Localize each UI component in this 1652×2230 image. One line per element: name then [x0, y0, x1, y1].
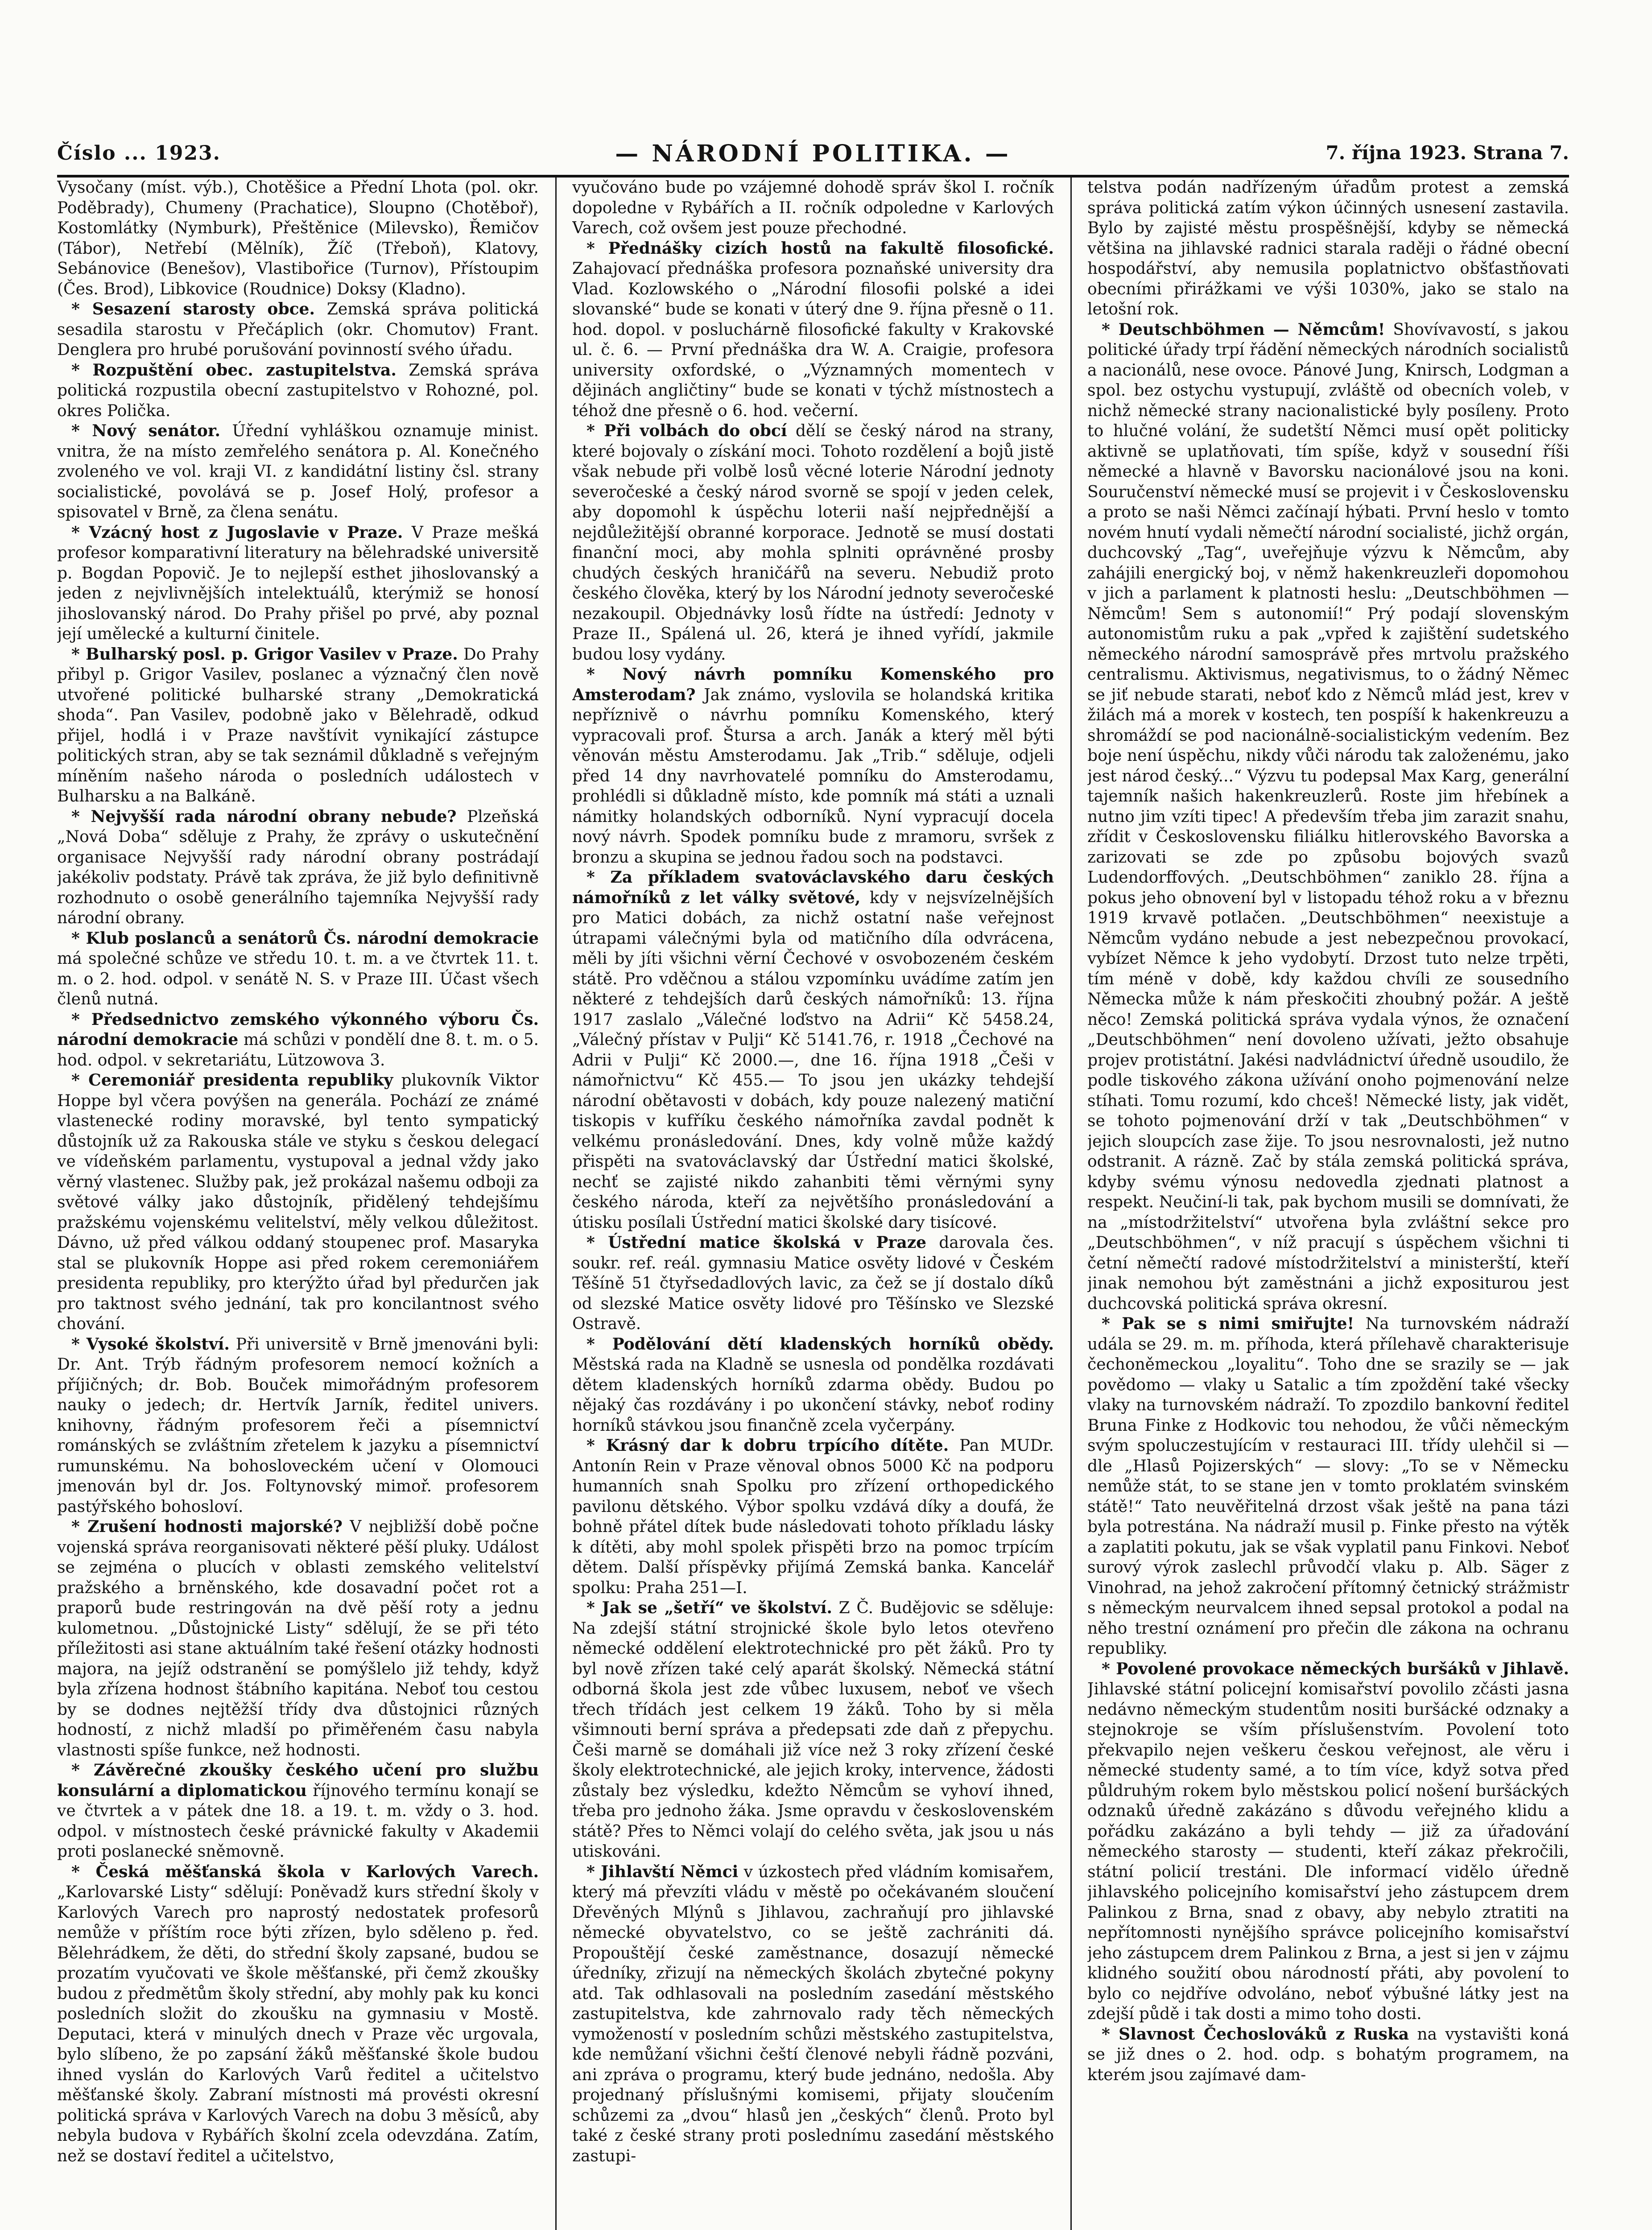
article-headline: * Zrušení hodnosti majorské? — [71, 1517, 343, 1536]
article — [1087, 1659, 1569, 2024]
article-headline: * Nový senátor. — [71, 421, 221, 440]
article-headline: * Deutschböhmen — Němcům! — [1102, 320, 1385, 339]
article-body: Při universitě v Brně jmenováni byli: Dr. Ant. Trýb řádným profesorem nemocí kožních a příjičných; dr. Bob. Bouček mimořádným profesorem nauky o jedech; dr. Hertvík Jarník, ředitel univers. knihovny, řádným profesorem řeči a písemnictví románských se zvláštním zřetelem k jazyku a písemnictví rumunskému. Na bohosloveckém učení v Olomouci jmenován byl dr. Jos. Foltynovský mimoř. profesorem pastýřského bohosloví. — [57, 1335, 539, 1516]
column-rule — [555, 178, 557, 2230]
date-and-page: 7. října 1923. Strana 7. — [1326, 142, 1569, 164]
article — [1087, 178, 1569, 320]
column-rule — [1070, 178, 1072, 2230]
columns-area — [57, 178, 1569, 2230]
article — [57, 644, 539, 807]
article — [57, 807, 539, 929]
article — [572, 1334, 1054, 1436]
article-body: V Praze mešká profesor komparativní literatury na bělehradské universitě p. Bogdan Popovič. Je to nejlepší esthet jihoslovanský a jeden z nejvlivnějších intelektuálů, kterýmiž se honosí jihoslovanský národ. Do Prahy přišel po prvé, aby poznal její umělecké a kulturní činitele. — [57, 523, 539, 643]
page-header — [57, 134, 1569, 178]
article-body: Vysočany (míst. výb.), Chotěšice a Přední Lhota (pol. okr. Poděbrady), Chumeny (Prachatice), Sloupno (Chotěboř), Kostomlátky (Nymburk), Přeštěnice (Milevsko), Řemičov (Tábor), Netřebí (Mělník), Žíč (Třeboň), Klatovy, Sebánovice (Benešov), Vlastibořice (Turnov), Přístoupim (Čes. Brod), Libkovice (Roudnice) Doksy (Kladno). — [57, 178, 539, 298]
article-headline: * Pak se s nimi smiřujte! — [1102, 1314, 1355, 1333]
article — [57, 523, 539, 644]
article — [572, 178, 1054, 239]
article-body: Jak známo, vyslovila se holandská kritika nepříznivě o návrhu pomníku Komenského, který vypracovali prof. Štursa a arch. Janák a který měl býti věnován městu Amsterodamu. Jak „Trib.“ sděluje, odjeli před 14 dny navrhovatelé pomníku do Amsterodamu, prohlédli si důkladně místo, kde pomník má státi a uznali námitky holandských odborníků. Nyní vypracují docela nový návrh. Spodek pomníku bude z mramoru, svršek z bronzu a skupina se jednou řadou soch na podstavci. — [572, 686, 1054, 867]
article-headline: * Ústřední matice školská v Praze — [586, 1233, 927, 1252]
article-headline: * Klub poslanců a senátorů Čs. národní demokracie — [71, 929, 539, 948]
article-body: telstva podán nadřízeným úřadům protest a zemská správa politická zatím výkon účinných usnesení zastavila. Bylo by zajisté městu prospěšnější, kdyby se německá většina na jihlavské radnici starala raději o řádné obecní hospodářství, aby nemusila poplatnictvo obšťastňovati obecními přirážkami ve výši 1030%, jako se stalo na letošní rok. — [1087, 178, 1569, 318]
masthead-title: — NÁRODNÍ POLITIKA. — — [615, 140, 1011, 167]
article-headline: * Vysoké školství. — [71, 1334, 230, 1354]
article-body: Z Č. Budějovic se sděluje: Na zdejší státní strojnické škole bylo letos otevřeno německé oddělení elektrotechnické pro pět žáků. Pro ty byl nově zřízen také celý aparát školský. Německá státní odborná škola jest zde vůbec luxusem, neboť ve všech třech třídách jest celkem 19 žáků. Toho by si měla všimnouti berní správa a předepsati zde daň z přepychu. Češi marně se domáhali již více než 3 roky zřízení české školy elektrotechnické, ale jejich kroky, intervence, žádosti zůstaly bez výsledku, kdežto Němcům se vyhoví ihned, třeba pro jednoho žáka. Jsme opravdu v československém státě? Přes to Němci volají do celého světa, jak jsou u nás utiskováni. — [572, 1599, 1054, 1861]
text-column-3 — [1087, 178, 1569, 2230]
text-column-1 — [57, 178, 539, 2230]
article-body: má společné schůze ve středu 10. t. m. a ve čtvrtek 11. t. m. o 2. hod. odpol. v senátě N. S. v Praze III. Účast všech členů nutná. — [57, 950, 539, 1008]
article-body: kdy v nejsvízelnějších pro Matici dobách, za nichž ostatní naše veřejnost útrapami válečnými byla od matičního díla odvrácena, měli by jíti všichni věrní Čechové v osvobozeném českém státě. Pro vděčnou a stálou vzpomínku uvádíme zatím jen některé z tehdejších darů českých námořníků: 13. října 1917 zaslalo „Válečné loďstvo na Adrii“ Kč 5458.24, „Válečný přístav v Pulji“ Kč 5141.76, r. 1918 „Čechové na Adrii v Pulji“ Kč 2000.—, dne 16. října 1918 „Češi v námořnictvu“ Kč 455.— To jsou jen ukázky tehdejší národní obětavosti v dobách, kdy pouze nalezený matiční tiskopis v kufříku českého námořníka zavdal podnět k velkému pronásledování. Dnes, kdy volně může každý přispěti na svatováclavský dar Ústřední matici školské, nechť se zajisté nikdo zahanbiti těmi věrnými syny českého národa, kteří za největšího pronásledování a útisku posílali Ústřední matici školské dary tisícové. — [572, 888, 1054, 1232]
article-headline: * Sesazení starosty obce. — [71, 300, 315, 318]
article-headline: * Předsednictvo zemského výkonného výboru Čs. národní demokracie — [57, 1010, 539, 1049]
article — [57, 1517, 539, 1760]
article — [57, 1862, 539, 2167]
article — [572, 421, 1054, 665]
article-headline: * Vzácný host z Jugoslavie v Praze. — [71, 523, 403, 542]
article — [572, 1862, 1054, 2167]
article-headline: * Jihlavští Němci — [586, 1862, 739, 1881]
article-body: Shovívavostí, s jakou politické úřady trpí řádění německých národních socialistů a nacionálů, nese ovoce. Pánové Jung, Knirsch, Lodgman a spol. bez ostychu vystupují, zvláště od obecních voleb, v nichž německé strany nacionalistické byly posíleny. Proto to hlučné volání, že sudetští Němci musí opět politicky aktivně se uplatňovati, tím spíše, když v sousední říši německé a hlavně v Bavorsku nacionálové jsou na koni. Souručenství německé musí se projevit i v Československu a proto se naši Němci začínají hýbati. První heslo v tomto novém hnutí vydali němečtí národní socialisté, jichž orgán, duchcovský „Tag“, uveřejňuje výzvu k Němcům, aby zahájili energický boj, v němž hakenkreuzleři dopomohou v jich a parlament k platnosti heslu: „Deutschböhmen — Němcům! Sem s autonomií!“ Prý podají slovenským autonomistům ruku a pak „vpřed k zajištění sudetského německého národní samosprávě přes mrtvolu pražského centralismu. Aktivismus, negativismus, to o žádný Němec se jiť nebude starati, neboť kdo z Němců mlád jest, krev v žilách má a morek v kostech, ten pospíší k hakenkreuzu a shromáždí se pod nacionálně-socialistickým vedením. Bez boje není úspěchu, nikdy vůči národu tak založenému, jako jest národ český...“ Výzvu tu podepsal Max Karg, generální tajemník našich hakenkreuzlerů. Roste jim hřebínek a nutno jim vzíti tipec! A především třeba jim zarazit snahu, zřídit v Československu filiálku hitlerovského Bavorska a zarizovati se zde po způsobu bojových svazů Ludendorffových. „Deutschböhmen“ zaniklo 28. října a pokus jeho obnovení byl v listopadu téhož roku a v březnu 1919 krvavě potlačen. „Deutschböhmen“ neexistuje a Němcům vydáno nebude a jest nebezpečnou provokací, vybízet Němce k jeho vydobytí. Drzost tuto nelze trpěti, tím méně v době, kdy každou chvíli ze sousedního Německa může k nám přeskočiti zhoubný požár. A ještě něco! Zemská politická správa vydala výnos, že označení „Deutschböhmen“ není dovoleno užívati, ježto obsahuje projev protistátní. Jakési nadvládnictví úředně usoudilo, že podle tiskového zákona užívání onoho pojmenování nelze stíhati. Tomu rozumí, kdo chceš! Německé listy, jak vidět, se tohoto pojmenování drží v tak „Deutschböhmen“ v jejich sloupcích zase žije. To jsou nesrovnalosti, jež nutno odstranit. A rázně. Zač by stála zemská politická správa, kdyby svému výnosu nedovedla zjednati platnost a respekt. Neučiní-li tak, pak bychom musili se domnívati, že na „místodržitelství“ utvořena byla zvláštní sekce pro „Deutschböhmen“, v níž pracují s úspěchem všichni ti četní němečtí radové místodržitelství a ministerští, kteří jinak nemohou být zaměstnáni a jichž expositurou jest duchcovská politická správa okresní. — [1087, 320, 1569, 1313]
article-body: Městská rada na Kladně se usnesla od pondělka rozdávati dětem kladenských horníků zdarma obědy. Budou po nějaký čas rozdávány i po ukončení stávky, neboť rodiny horníků stávkou jsou finančně zcela vyčerpány. — [572, 1355, 1054, 1435]
article — [57, 360, 539, 421]
article — [572, 1233, 1054, 1334]
article — [1087, 2024, 1569, 2085]
article — [1087, 1314, 1569, 1659]
article-headline: * Jak se „šetří“ ve školství. — [586, 1598, 832, 1617]
article-headline: * Rozpuštění obec. zastupitelstva. — [71, 360, 396, 380]
article — [572, 867, 1054, 1233]
article-headline: * Podělování dětí kladenských horníků obědy. — [586, 1334, 1054, 1354]
article-body: dělí se český národ na strany, které bojovaly o získání moci. Tohoto rozdělení a bojů jistě však nebude při volbě losů věcné loterie Národní jednoty severočeské a český národ svorně se spojí v jeden celek, aby dopomohl k úspěchu loterii naší nejpřednější a nejdůležitější obranné korporace. Jednotě se musí dostati finanční moci, aby mohla splniti oprávněné prosby chudých českých hraničářů na severu. Nebudiž proto českého člověka, který by los Národní jednoty severočeské nezakoupil. Objednávky losů řídte na ústředí: Jednoty v Praze II., Spálená ul. 26, která je ihned vyřídí, jakmile budou losy vydány. — [572, 422, 1054, 664]
article — [572, 239, 1054, 421]
article-body: Úřední vyhláškou oznamuje minist. vnitra, že na místo zemřelého senátora p. Al. Konečného zvoleného ve vol. kraji VI. z kandidátní listiny čsl. strany socialistické, povolává se p. Josef Holý, profesor a spisovatel v Brně, za člena senátu. — [57, 422, 539, 521]
article — [57, 1010, 539, 1071]
article-headline: * Při volbách do obcí — [586, 421, 787, 440]
article — [572, 1598, 1054, 1862]
article — [57, 178, 539, 299]
article-body: darovala čes. soukr. ref. reál. gymnasiu Matice osvěty lidové v Českém Těšíně 51 čtyřsedadlových lavic, za čež se jí dostalo díků od slezské Matice osvěty lidové pro Těšínsko ve Slezské Ostravě. — [572, 1234, 1054, 1333]
article-body: má schůzi v pondělí dne 8. t. m. o 5. hod. odpol. v sekretariátu, Lützowova 3. — [57, 1031, 539, 1070]
article — [57, 929, 539, 1010]
article-headline: * Nový návrh pomníku Komenského pro Amsterodam? — [572, 665, 1054, 704]
article-body: plukovník Viktor Hoppe byl včera povýšen na generála. Pochází ze známé vlastenecké rodiny moravské, byl tento sympatický důstojník už za Rakouska stále ve styku s českou delegací ve vídeňském parlamentu, vystupoval a jednal vždy jako věrný vlastenec. Služby pak, jež prokázal našemu odboji za světové války jako důstojník, přidělený tehdejšímu pražskému vojenskému velitelství, měly velkou důležitost. Dávno, už před válkou oddaný stoupenec prof. Masaryka stal se plukovník Hoppe asi před rokem ceremoniářem presidenta republiky, pro kterýžto úřad byl předurčen jak pro taktnost svého jednání, tak pro koncilantnost svého chování. — [57, 1071, 539, 1333]
article-headline: * Nejvyšší rada národní obrany nebude? — [71, 807, 457, 826]
article-body: v úzkostech před vládním komisařem, který má převzíti vládu v městě po očekávaném sloučení Dřevěných Mlýnů s Jihlavou, zachraňují pro jihlavské německé obyvatelstvo, co se ještě zachrániti dá. Propouštějí české zaměstnance, dosazují německé úředníky, zřizují na německých školách zbytečné pokyny atd. Tak odhlasovali na posledním zasedání městského zastupitelstva, kde zahrnovalo rady těch německých vymožeností v posledním schůzi městského zastupitelstva, kde nemůžaní všichni čeští členové nebyli řádně pozváni, ani zpráva o programu, který bude jednáno, nedošla. Aby projednaný příslušnými komisemi, přijaty sloučením schůzemi za „dvou“ hlasů jen „českých“ členů. Proto byl také z české strany proti poslednímu zasedání městského zastupi- — [572, 1862, 1054, 2165]
article — [57, 299, 539, 360]
article-body: na vystavišti koná se již dnes o 2. hod. odp. s bohatým programem, na kterém jsou zajímavé dam- — [1087, 2025, 1569, 2084]
article — [1087, 320, 1569, 1314]
issue-number: Číslo ... 1923. — [57, 142, 221, 165]
article-body: Plzeňská „Nová Doba“ sděluje z Prahy, že zprávy o uskutečnění organisace Nejvyšší rady národní obrany postrádají jakékoliv podstaty. Právě tak zpráva, že již bylo definitivně rozhodnuto o osobě generálního tajemníka Nejvyšší rady národní obrany. — [57, 807, 539, 927]
article-body: Do Prahy přibyl p. Grigor Vasilev, poslanec a význačný člen nově utvořené politické bulharské strany „Demokratická shoda“. Pan Vasilev, podobně jako v Bělehradě, odkud přijel, hodlá i v Praze navštívit vynikající zástupce politických stran, aby se tak seznámil důkladně s veřejným míněním našeho národa o posledních událostech v Bulharsku a na Balkáně. — [57, 645, 539, 805]
article-headline: * Přednášky cizích hostů na fakultě filosofické. — [586, 239, 1054, 258]
article-body: V nejbližší době počne vojenská správa reorganisovati některé pěší pluky. Událost se zejména o plucích v oblasti zemského velitelství pražského a brněnského, kde dosavadní počet rot a praporů bude restringován na dvě pěší roty a jednu kulometnou. „Důstojnické Listy“ sdělují, že se při této příležitosti asi stane aktuálním také řešení otázky hodnosti majora, na jejíž odstranění se pomýšlelo již tehdy, když byla zřízena hodnost štábního kapitána. Neboť tou cestou by se dodnes nejtěžší třídy dva důstojnici různých hodností, z nichž mladší po přiměřeném času nabyla vlastnosti spíše funkce, než hodnosti. — [57, 1518, 539, 1759]
text-column-2 — [572, 178, 1054, 2230]
article — [572, 1436, 1054, 1598]
article-headline: * Krásný dar k dobru trpícího dítěte. — [586, 1436, 949, 1455]
article-headline: * Povolené provokace německých buršáků v Jihlavě. — [1102, 1659, 1569, 1678]
article-body: Pan MUDr. Antonín Rein v Praze věnoval obnos 5000 Kč na podporu humanních snah Spolku pro zřízení orthopedického pavilonu dětského. Výbor spolku vzdává díky a doufá, že bohně přátel dítek bude následovati tohoto příkladu lásky k dítěti, aby mohl spolek přispěti brzo na pomoc trpícím dětem. Další příspěvky přijímá Zemská banka. Kancelář spolku: Praha 251—I. — [572, 1437, 1054, 1597]
article-headline: * Slavnost Čechoslováků z Ruska — [1102, 2024, 1409, 2044]
article-body: Zemská správa politická rozpustila obecní zastupitelstvo v Rohozné, pol. okres Polička. — [57, 361, 539, 420]
article — [57, 1760, 539, 1862]
article-body: „Karlovarské Listy“ sdělují: Poněvadž kurs střední školy v Karlových Varech pro naprostý nedostatek profesorů nemůže v příštím roce býti zřízen, bylo sděleno p. řed. Bělehrádkem, že děti, do střední školy zapsané, budou se prozatím vyučovati ve škole měšťanské, při čemž zkoušky budou z předmětům školy střední, aby mohly pak ku konci posledních složit do zkoušku na gymnasiu v Mostě. Deputaci, která v minulých dnech v Praze věc urgovala, bylo slíbeno, že po zapsání žáků měšťanské škole budou ihned vyslán do Karlových Varů ředitel a učitelstvo měšťanské školy. Zabraní místnosti má provésti okresní politická správa v Karlových Varech na dobu 3 měsíců, aby nebyla budova v Rybářích školní zcela odevzdána. Zatím, než se dostaví ředitel a učitelstvo, — [57, 1883, 539, 2165]
article — [57, 1334, 539, 1517]
article-headline: * Ceremoniář presidenta republiky — [71, 1071, 393, 1090]
article-body: Zemská správa politická sesadila starostu v Přečáplich (okr. Chomutov) Frant. Denglera pro hrubé porušování povinností svého úřadu. — [57, 300, 539, 359]
article — [57, 421, 539, 523]
article-body: říjnového termínu konají se ve čtvrtek a v pátek dne 18. a 19. t. m. vždy o 3. hod. odpol. v místnostech české právnické fakulty v Akademii proti poslanecké sněmovně. — [57, 1781, 539, 1861]
article-headline: * Bulharský posl. p. Grigor Vasilev v Praze. — [71, 644, 458, 664]
article — [57, 1070, 539, 1334]
article-headline: * Česká měšťanská škola v Karlových Varech. — [71, 1862, 539, 1881]
article — [572, 665, 1054, 867]
article-body: Zahajovací přednáška profesora poznaňské university dra Vlad. Kozlowského o „Národní filosofii polské a idei slovanské“ bude se konati v úterý dne 9. října přesně o 11. hod. dopol. v posluchárně filosofické fakulty v Krakovské ul. č. 6. — První přednáška dra W. A. Craigie, profesora university oxfordské, o „Významných momentech v dějinách angličtiny“ bude se konati v týchž místnostech a téhož dne přesně o 6. hod. večerní. — [572, 260, 1054, 420]
article-body: vyučováno bude po vzájemné dohodě správ škol I. ročník dopoledne v Rybářích a II. ročník odpoledne v Karlových Varech, což ovšem jest pouze přechodné. — [572, 178, 1054, 237]
article-body: Jihlavské státní policejní komisařství povolilo zčásti jasna nedávno německým studentům nositi buršácké odznaky a stejnokroje se vším příslušenstvím. Povolení toto překvapilo nejen veškeru českou veřejnost, ale věru i německé studenty samé, a to tím více, když sotva před půldruhým rokem bylo městskou policí nošení buršáckých odznaků úředně zakázáno s důvodu veřejného klidu a pořádku zakázáno a byli tehdy — již za úřadování německého starosty — studenti, kteří zákaz překročili, státní policií trestáni. Dle informací vidělo úředně jihlavského policejního komisařství jeho zástupcem drem Palinkou z Brna, snad z obavy, aby nebylo ztratiti na nepřítomnosti nynějšího správce policejního komisařství jeho zástupcem drem Palinkou z Brna, a jest si jen v zájmu klidného soužití obou národností přáti, aby povolení to bylo co nejdříve odvoláno, neboť výbušné látky jest na zdejší půdě i tak dosti a mimo toho dosti. — [1087, 1680, 1569, 2023]
article-headline: * Za příkladem svatováclavského daru českých námořníků z let války světové, — [572, 868, 1054, 907]
article-body: Na turnovském nádraží udála se 29. m. m. příhoda, která přílehavě charakterisuje čechoněmeckou „loyalitu“. Toho dne se srazily se — jak povědomo — vlaky u Satalic a tím zpoždění také všecky vlaky na turnovském nádraží. To zpozdilo bankovní ředitel Bruna Finke z Hodkovic tou nehodou, že vůči německým svým spoluczestujícím v restauraci III. třídy ulehčil si — dle „Hlasů Pojizerských“ — slovy: „To se v Německu nemůže stát, to se stane jen v tomto proklatém svinském státě!“ Tato neuvěřitelná drzost však ještě na pana tázi byla potrestána. Na nádraží musil p. Finke přesto na výtěk a zaplatiti pokutu, jak se však vyplatil panu Finkovi. Neboť surový výrok zaslechl průvodčí vlaku p. Alb. Säger z Vinohrad, na jehož zakročení přítomný četnický strážmistr s německým neurvalcem ihned sepsal protokol a podal na něho trestní oznámení pro přečin dle zákona na ochranu republiky. — [1087, 1315, 1569, 1658]
article-headline: * Závěrečné zkoušky českého učení pro službu konsulární a diplomatickou — [57, 1761, 539, 1800]
